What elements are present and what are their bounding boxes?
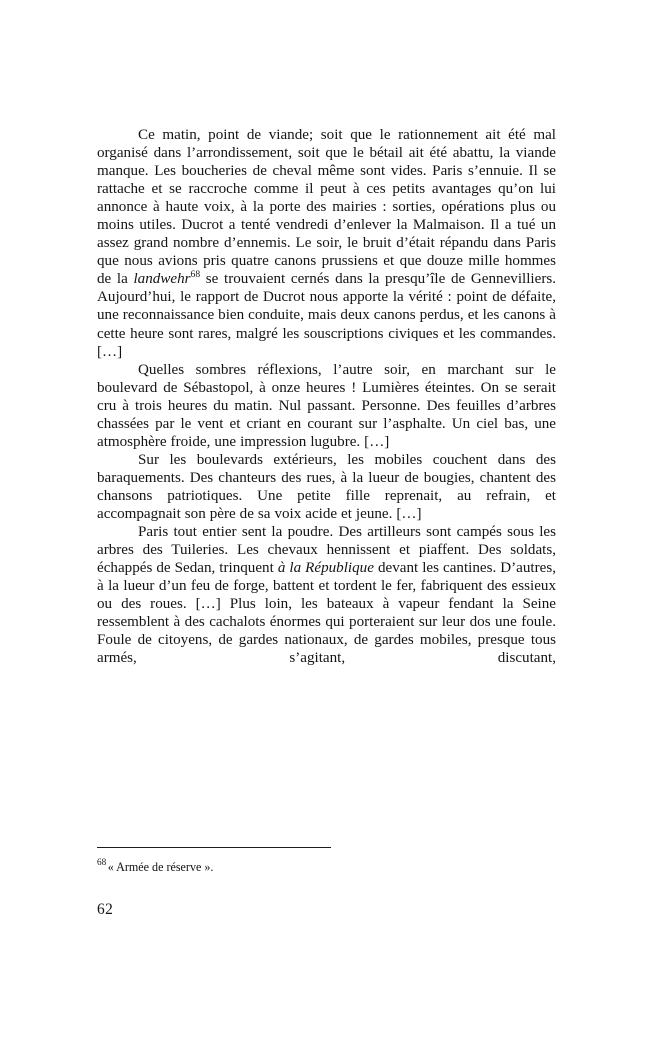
- footnote-reference-marker: 68: [190, 269, 201, 281]
- italic-term: à la République: [277, 560, 374, 577]
- footnote-separator-rule: [97, 847, 331, 848]
- body-paragraph: Quelles sombres réflexions, l’autre soir, en marchant sur le boulevard de Sébastopol, à onze heures ! Lumières éteintes. On se serait cru à trois heures du matin. Nul passant. Personne. Des feuilles d’arbres chassées par le vent et criant en courant sur l’asphalte. Un ciel bas, une atmosphère froide, une impression lugubre. […]: [97, 361, 556, 450]
- body-text-block: [97, 126, 556, 685]
- footnote-text: « Armée de réserve ».: [107, 860, 214, 874]
- page-number: 62: [97, 901, 114, 918]
- footnote-entry: [97, 857, 556, 875]
- italic-term: landwehr: [133, 271, 191, 288]
- body-paragraph: Paris tout entier sent la poudre. Des artilleurs sont campés sous les arbres des Tuileries. Les chevaux hennissent et piaffent. Des soldats, échappés de Sedan, trinquent à la République devant les cantines. D’autres, à la lueur d’un feu de forge, battent et tordent le fer, fabriquent des essieux ou des roues. […] Plus loin, les bateaux à vapeur fendant la Seine ressemblent à des cachalots énormes qui porteraient sur leur dos une foule. Foule de citoyens, de gardes nationaux, de gardes mobiles, presque tous armés, s’agitant, discutant,: [97, 524, 556, 667]
- footnote-number: 68: [97, 857, 107, 868]
- body-paragraph: Ce matin, point de viande; soit que le rationnement ait été mal organisé dans l’arrondissement, soit que le bétail ait été abattu, la viande manque. Les boucheries de cheval même sont vides. Paris s’ennuie. Il se rattache et se raccroche comme il peut à ces petits avantages qu’on lui annonce à haute voix, à la porte des mairies : sorties, opérations plus ou moins utiles. Ducrot a tenté vendredi d’enlever la Malmaison. Il a tué un assez grand nombre d’ennemis. Le soir, le bruit d’était répandu dans Paris que nous avions pris quatre canons prussiens et que douze mille hommes de la landwehr$^{68}$ se trouvaient cernés dans la presqu’île de Gennevilliers. Aujourd’hui, le rapport de Ducrot nous apporte la vérité : point de défaite, une reconnaissance bien conduite, mais deux canons perdus, et les canons à cette heure sont rares, malgré les souscriptions civiques et les commandes. […]: [97, 127, 556, 360]
- body-paragraph: Sur les boulevards extérieurs, les mobiles couchent dans des baraquements. Des chanteurs des rues, à la lueur de bougies, chantent des chansons patriotiques. Une petite fille reprenait, au refrain, et accompagnait son père de sa voix acide et jeune. […]: [97, 451, 556, 522]
